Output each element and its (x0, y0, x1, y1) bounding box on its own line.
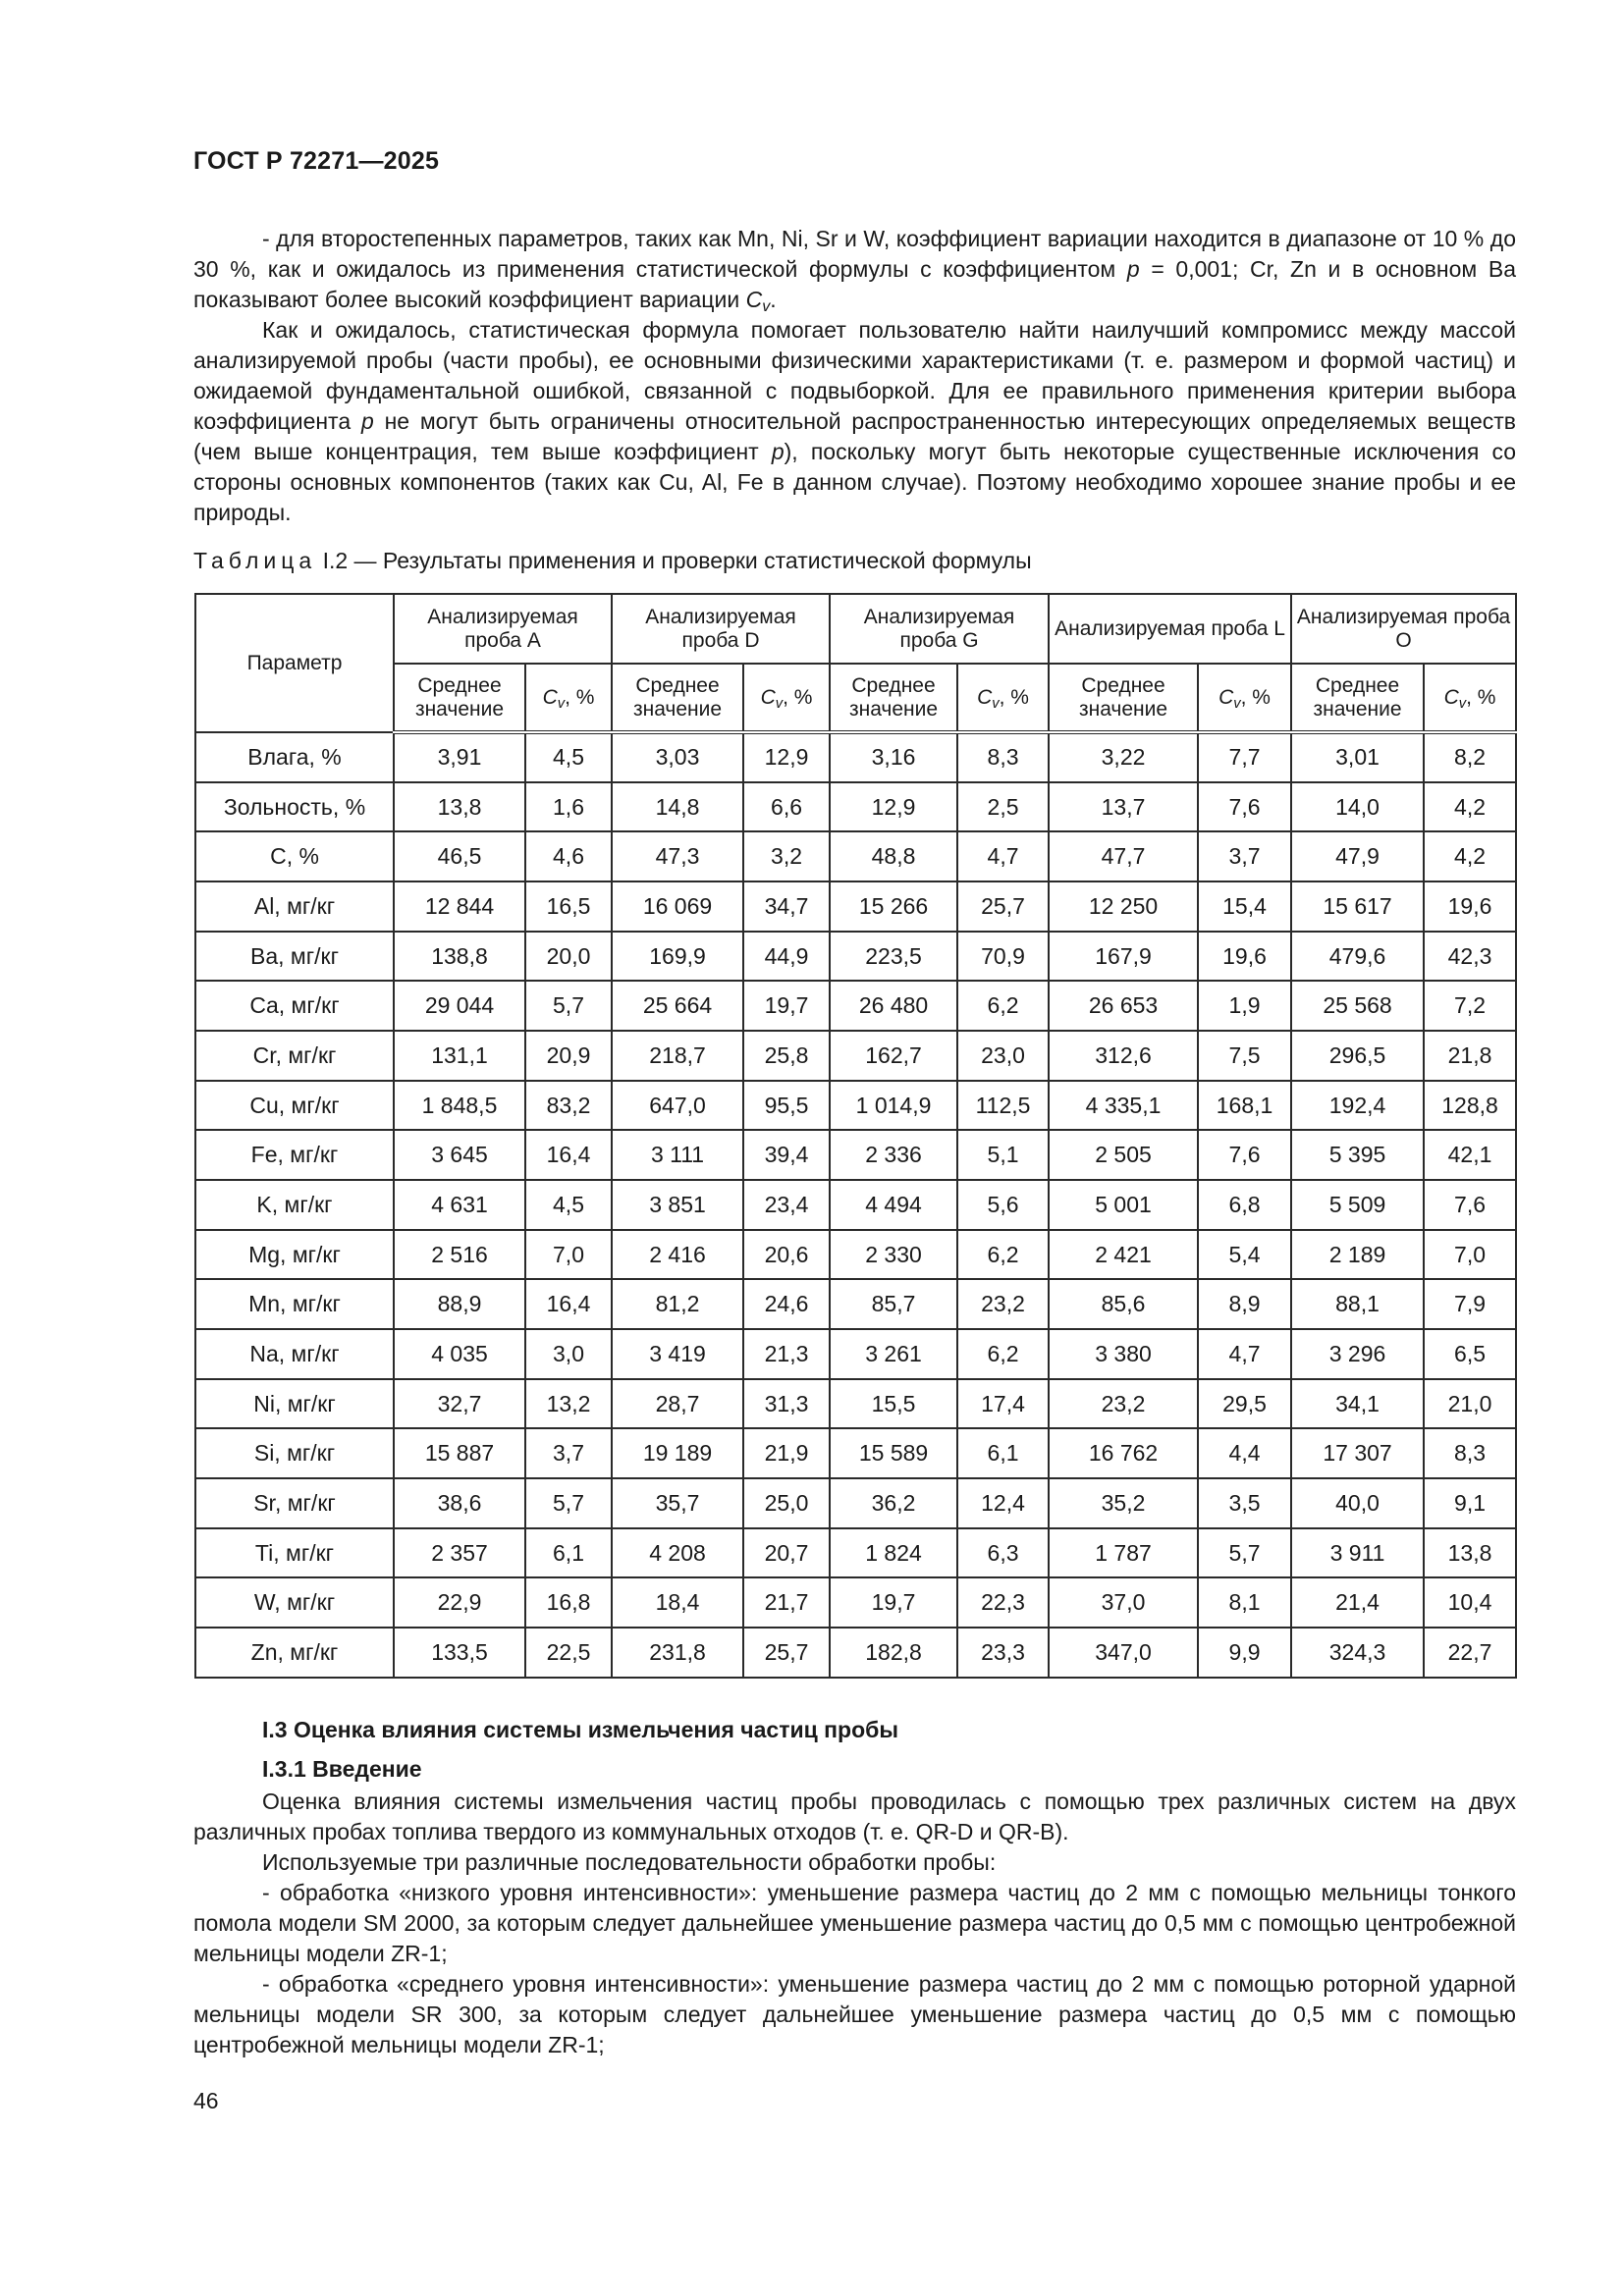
section-paragraph: - обработка «низкого уровня интенсивности»: уменьшение размера частиц до 2 мм с помощью мельницы тонкого помола модели SM 2000, за которым следует дальнейшее уменьшение размера частиц до 0,5 мм с помощью центробежной мельницы модели ZR-1; (193, 1880, 1516, 1966)
table-row (195, 981, 1516, 1031)
mean-header: Среднее значение (830, 664, 957, 732)
mean-cell: 35,2 (1049, 1478, 1198, 1528)
table-row (195, 831, 1516, 881)
mean-cell: 47,3 (612, 831, 743, 881)
mean-cell: 2 330 (830, 1230, 957, 1280)
cv-cell: 12,4 (957, 1478, 1049, 1528)
cv-cell: 6,5 (1424, 1329, 1516, 1379)
cv-cell: 21,7 (743, 1577, 830, 1628)
cv-cell: 6,1 (957, 1428, 1049, 1478)
cv-cell: 168,1 (1198, 1081, 1291, 1131)
cv-cell: 25,7 (743, 1628, 830, 1678)
mean-cell: 1 014,9 (830, 1081, 957, 1131)
cv-cell: 1,9 (1198, 981, 1291, 1031)
mean-cell: 12,9 (830, 782, 957, 832)
cv-cell: 9,9 (1198, 1628, 1291, 1678)
mean-cell: 4 335,1 (1049, 1081, 1198, 1131)
header-row (195, 594, 1516, 664)
cv-cell: 112,5 (957, 1081, 1049, 1131)
table-row (195, 932, 1516, 982)
mean-cell: 223,5 (830, 932, 957, 982)
section-paragraph: Используемые три различные последовательности обработки пробы: (262, 1849, 997, 1875)
sample-header: Анализируемая проба L (1049, 594, 1291, 664)
mean-cell: 3 645 (394, 1130, 525, 1180)
mean-cell: 18,4 (612, 1577, 743, 1628)
table-row (195, 1279, 1516, 1329)
mean-cell: 81,2 (612, 1279, 743, 1329)
table-row (195, 1577, 1516, 1628)
cv-cell: 20,9 (525, 1031, 612, 1081)
mean-header: Среднее значение (394, 664, 525, 732)
param-cell: Cu, мг/кг (195, 1081, 394, 1131)
mean-cell: 5 001 (1049, 1180, 1198, 1230)
cv-cell: 25,7 (957, 881, 1049, 932)
cv-cell: 34,7 (743, 881, 830, 932)
cv-header: $C_v$, % (743, 664, 830, 732)
cv-cell: 6,2 (957, 1230, 1049, 1280)
cv-cell: 4,4 (1198, 1428, 1291, 1478)
mean-cell: 12 844 (394, 881, 525, 932)
mean-cell: 13,8 (394, 782, 525, 832)
table-row (195, 1081, 1516, 1131)
intro-text (193, 224, 1516, 528)
mean-cell: 36,2 (830, 1478, 957, 1528)
cv-cell: 16,4 (525, 1279, 612, 1329)
subheader-row (195, 664, 1516, 732)
mean-header: Среднее значение (1049, 664, 1198, 732)
mean-cell: 26 480 (830, 981, 957, 1031)
mean-cell: 2 516 (394, 1230, 525, 1280)
mean-cell: 2 336 (830, 1130, 957, 1180)
mean-cell: 2 189 (1291, 1230, 1424, 1280)
cv-cell: 7,5 (1198, 1031, 1291, 1081)
table-row (195, 782, 1516, 832)
mean-cell: 15 887 (394, 1428, 525, 1478)
document-code: ГОСТ Р 72271—2025 (193, 147, 440, 175)
cv-cell: 6,8 (1198, 1180, 1291, 1230)
table-row (195, 1528, 1516, 1578)
param-cell: Ni, мг/кг (195, 1379, 394, 1429)
param-cell: W, мг/кг (195, 1577, 394, 1628)
cv-cell: 21,9 (743, 1428, 830, 1478)
cv-cell: 22,3 (957, 1577, 1049, 1628)
cv-cell: 16,8 (525, 1577, 612, 1628)
mean-cell: 16 762 (1049, 1428, 1198, 1478)
mean-cell: 647,0 (612, 1081, 743, 1131)
mean-cell: 133,5 (394, 1628, 525, 1678)
sample-header: Анализируемая проба G (830, 594, 1049, 664)
mean-cell: 26 653 (1049, 981, 1198, 1031)
cv-cell: 16,5 (525, 881, 612, 932)
cv-cell: 24,6 (743, 1279, 830, 1329)
cv-cell: 44,9 (743, 932, 830, 982)
mean-cell: 3,22 (1049, 732, 1198, 782)
cv-cell: 12,9 (743, 732, 830, 782)
param-cell: K, мг/кг (195, 1180, 394, 1230)
table-caption: Таблица I.2 — Результаты применения и проверки статистической формулы (193, 548, 1032, 573)
cv-cell: 5,7 (1198, 1528, 1291, 1578)
cv-cell: 5,1 (957, 1130, 1049, 1180)
cv-cell: 10,4 (1424, 1577, 1516, 1628)
cv-cell: 21,3 (743, 1329, 830, 1379)
mean-cell: 16 069 (612, 881, 743, 932)
mean-cell: 19 189 (612, 1428, 743, 1478)
mean-cell: 3 261 (830, 1329, 957, 1379)
mean-cell: 17 307 (1291, 1428, 1424, 1478)
cv-header: $C_v$, % (957, 664, 1049, 732)
param-cell: Cr, мг/кг (195, 1031, 394, 1081)
mean-cell: 28,7 (612, 1379, 743, 1429)
mean-cell: 3 911 (1291, 1528, 1424, 1578)
mean-cell: 15 589 (830, 1428, 957, 1478)
mean-cell: 23,2 (1049, 1379, 1198, 1429)
table-header (195, 594, 1516, 732)
cv-header: $C_v$, % (1198, 664, 1291, 732)
mean-cell: 3 851 (612, 1180, 743, 1230)
mean-cell: 48,8 (830, 831, 957, 881)
mean-cell: 12 250 (1049, 881, 1198, 932)
cv-cell: 15,4 (1198, 881, 1291, 932)
cv-cell: 21,8 (1424, 1031, 1516, 1081)
table-row (195, 1478, 1516, 1528)
cv-cell: 23,4 (743, 1180, 830, 1230)
table-body (195, 732, 1516, 1678)
cv-cell: 23,2 (957, 1279, 1049, 1329)
section-paragraph: - обработка «среднего уровня интенсивности»: уменьшение размера частиц до 2 мм с помощью роторной ударной мельницы модели SR 300, за которым следует дальнейшее уменьшение размера частиц до 0,5 мм с помощью центробежной мельницы модели ZR-1; (193, 1971, 1516, 2057)
cv-cell: 16,4 (525, 1130, 612, 1180)
param-cell: Mg, мг/кг (195, 1230, 394, 1280)
cv-cell: 4,5 (525, 732, 612, 782)
mean-cell: 4 208 (612, 1528, 743, 1578)
mean-cell: 3,03 (612, 732, 743, 782)
cv-cell: 4,7 (1198, 1329, 1291, 1379)
mean-cell: 14,0 (1291, 782, 1424, 832)
mean-cell: 40,0 (1291, 1478, 1424, 1528)
sample-header: Анализируемая проба А (394, 594, 612, 664)
cv-cell: 19,6 (1424, 881, 1516, 932)
mean-cell: 2 421 (1049, 1230, 1198, 1280)
table-row (195, 1428, 1516, 1478)
cv-cell: 5,6 (957, 1180, 1049, 1230)
summary-paragraph: Как и ожидалось, статистическая формула помогает пользователю найти наилучший компромисс между массой анализируемой пробы (части пробы), ее основными физическими характеристиками (т. е. размером и формой частиц) и ожидаемой фундаментальной ошибкой, связанной с подвыборкой. Для ее правильного применения критерии выбора коэффициента p не могут быть ограничены относительной распространенностью интересующих определяемых веществ (чем выше концентрация, тем выше коэффициент p), поскольку могут быть некоторые существенные исключения со стороны основных компонентов (таких как Cu, Al, Fe в данном случае). Поэтому необходимо хорошее знание пробы и ее природы. (193, 317, 1517, 525)
cv-cell: 7,6 (1198, 1130, 1291, 1180)
cv-cell: 6,2 (957, 981, 1049, 1031)
cv-cell: 2,5 (957, 782, 1049, 832)
table-row (195, 1130, 1516, 1180)
cv-cell: 3,7 (1198, 831, 1291, 881)
mean-cell: 182,8 (830, 1628, 957, 1678)
mean-cell: 2 505 (1049, 1130, 1198, 1180)
cv-cell: 4,6 (525, 831, 612, 881)
cv-cell: 31,3 (743, 1379, 830, 1429)
cv-cell: 13,8 (1424, 1528, 1516, 1578)
mean-cell: 14,8 (612, 782, 743, 832)
cv-cell: 7,9 (1424, 1279, 1516, 1329)
cv-cell: 95,5 (743, 1081, 830, 1131)
section-paragraph: Оценка влияния системы измельчения частиц пробы проводилась с помощью трех различных систем на двух различных пробах топлива твердого из коммунальных отходов (т. е. QR-D и QR-B). (193, 1789, 1516, 1844)
mean-cell: 5 509 (1291, 1180, 1424, 1230)
mean-cell: 231,8 (612, 1628, 743, 1678)
mean-cell: 15 266 (830, 881, 957, 932)
cv-cell: 4,2 (1424, 831, 1516, 881)
mean-cell: 25 568 (1291, 981, 1424, 1031)
mean-cell: 15,5 (830, 1379, 957, 1429)
cv-cell: 4,2 (1424, 782, 1516, 832)
cv-cell: 6,6 (743, 782, 830, 832)
mean-cell: 46,5 (394, 831, 525, 881)
mean-header: Среднее значение (1291, 664, 1424, 732)
mean-cell: 21,4 (1291, 1577, 1424, 1628)
param-cell: Si, мг/кг (195, 1428, 394, 1478)
cv-cell: 7,6 (1424, 1180, 1516, 1230)
cv-cell: 8,2 (1424, 732, 1516, 782)
cv-cell: 5,7 (525, 1478, 612, 1528)
mean-header: Среднее значение (612, 664, 743, 732)
mean-cell: 3,91 (394, 732, 525, 782)
cv-cell: 9,1 (1424, 1478, 1516, 1528)
param-cell: Zn, мг/кг (195, 1628, 394, 1678)
mean-cell: 3 380 (1049, 1329, 1198, 1379)
mean-cell: 3 296 (1291, 1329, 1424, 1379)
cv-cell: 42,1 (1424, 1130, 1516, 1180)
table-row (195, 1329, 1516, 1379)
cv-cell: 8,3 (1424, 1428, 1516, 1478)
mean-cell: 85,6 (1049, 1279, 1198, 1329)
table-row (195, 881, 1516, 932)
mean-cell: 218,7 (612, 1031, 743, 1081)
cv-cell: 6,3 (957, 1528, 1049, 1578)
param-cell: Зольность, % (195, 782, 394, 832)
cv-cell: 7,0 (1424, 1230, 1516, 1280)
page-number: 46 (193, 2088, 219, 2113)
mean-cell: 13,7 (1049, 782, 1198, 832)
mean-cell: 3 111 (612, 1130, 743, 1180)
cv-cell: 19,6 (1198, 932, 1291, 982)
mean-cell: 22,9 (394, 1577, 525, 1628)
mean-cell: 3,16 (830, 732, 957, 782)
mean-cell: 479,6 (1291, 932, 1424, 982)
mean-cell: 85,7 (830, 1279, 957, 1329)
param-cell: Sr, мг/кг (195, 1478, 394, 1528)
cv-cell: 3,5 (1198, 1478, 1291, 1528)
cv-cell: 20,0 (525, 932, 612, 982)
cv-cell: 23,0 (957, 1031, 1049, 1081)
mean-cell: 2 357 (394, 1528, 525, 1578)
mean-cell: 167,9 (1049, 932, 1198, 982)
sample-header: Анализируемая проба D (612, 594, 830, 664)
cv-cell: 23,3 (957, 1628, 1049, 1678)
cv-cell: 5,4 (1198, 1230, 1291, 1280)
param-cell: Al, мг/кг (195, 881, 394, 932)
cv-cell: 25,0 (743, 1478, 830, 1528)
mean-cell: 4 035 (394, 1329, 525, 1379)
mean-cell: 1 848,5 (394, 1081, 525, 1131)
cv-cell: 17,4 (957, 1379, 1049, 1429)
table-row (195, 1628, 1516, 1678)
cv-cell: 20,6 (743, 1230, 830, 1280)
mean-cell: 4 631 (394, 1180, 525, 1230)
cv-cell: 8,1 (1198, 1577, 1291, 1628)
cv-cell: 29,5 (1198, 1379, 1291, 1429)
cv-cell: 7,0 (525, 1230, 612, 1280)
mean-cell: 131,1 (394, 1031, 525, 1081)
section-heading: I.3 Оценка влияния системы измельчения частиц пробы (262, 1717, 898, 1742)
param-cell: Na, мг/кг (195, 1329, 394, 1379)
mean-cell: 15 617 (1291, 881, 1424, 932)
cv-cell: 13,2 (525, 1379, 612, 1429)
cv-cell: 4,5 (525, 1180, 612, 1230)
cv-cell: 7,2 (1424, 981, 1516, 1031)
cv-header: $C_v$, % (1424, 664, 1516, 732)
cv-cell: 7,6 (1198, 782, 1291, 832)
cv-cell: 128,8 (1424, 1081, 1516, 1131)
cv-cell: 22,5 (525, 1628, 612, 1678)
mean-cell: 34,1 (1291, 1379, 1424, 1429)
param-header: Параметр (195, 594, 394, 732)
sample-header: Анализируемая проба O (1291, 594, 1516, 664)
cv-cell: 5,7 (525, 981, 612, 1031)
cv-cell: 3,7 (525, 1428, 612, 1478)
param-cell: Mn, мг/кг (195, 1279, 394, 1329)
mean-cell: 192,4 (1291, 1081, 1424, 1131)
cv-cell: 8,3 (957, 732, 1049, 782)
mean-cell: 47,7 (1049, 831, 1198, 881)
cv-cell: 39,4 (743, 1130, 830, 1180)
param-cell: Ba, мг/кг (195, 932, 394, 982)
table-row (195, 1230, 1516, 1280)
cv-cell: 70,9 (957, 932, 1049, 982)
mean-cell: 29 044 (394, 981, 525, 1031)
mean-cell: 25 664 (612, 981, 743, 1031)
cv-cell: 19,7 (743, 981, 830, 1031)
mean-cell: 162,7 (830, 1031, 957, 1081)
mean-cell: 32,7 (394, 1379, 525, 1429)
param-cell: Ti, мг/кг (195, 1528, 394, 1578)
cv-cell: 6,2 (957, 1329, 1049, 1379)
mean-cell: 38,6 (394, 1478, 525, 1528)
mean-cell: 324,3 (1291, 1628, 1424, 1678)
mean-cell: 47,9 (1291, 831, 1424, 881)
cv-cell: 42,3 (1424, 932, 1516, 982)
table-row (195, 1180, 1516, 1230)
table-row (195, 732, 1516, 782)
mean-cell: 3,01 (1291, 732, 1424, 782)
mean-cell: 3 419 (612, 1329, 743, 1379)
cv-cell: 20,7 (743, 1528, 830, 1578)
mean-cell: 2 416 (612, 1230, 743, 1280)
cv-cell: 22,7 (1424, 1628, 1516, 1678)
mean-cell: 19,7 (830, 1577, 957, 1628)
param-cell: Ca, мг/кг (195, 981, 394, 1031)
cv-header: $C_v$, % (525, 664, 612, 732)
mean-cell: 88,1 (1291, 1279, 1424, 1329)
bullet-paragraph: - для второстепенных параметров, таких как Mn, Ni, Sr и W, коэффициент вариации находится в диапазоне от 10 % до 30 %, как и ожидалось из применения статистической формулы с коэффициентом p = 0,001; Cr, Zn и в основном Ba показывают более высокий коэффициент вариации $C_v$. (193, 226, 1516, 315)
mean-cell: 35,7 (612, 1478, 743, 1528)
cv-cell: 1,6 (525, 782, 612, 832)
cv-cell: 3,0 (525, 1329, 612, 1379)
param-cell: С, % (195, 831, 394, 881)
cv-cell: 8,9 (1198, 1279, 1291, 1329)
cv-cell: 3,2 (743, 831, 830, 881)
mean-cell: 312,6 (1049, 1031, 1198, 1081)
mean-cell: 347,0 (1049, 1628, 1198, 1678)
results-table (194, 593, 1517, 1679)
cv-cell: 7,7 (1198, 732, 1291, 782)
subsection-heading: I.3.1 Введение (262, 1756, 422, 1782)
mean-cell: 4 494 (830, 1180, 957, 1230)
cv-cell: 25,8 (743, 1031, 830, 1081)
section-text (193, 1787, 1516, 2060)
mean-cell: 1 824 (830, 1528, 957, 1578)
mean-cell: 296,5 (1291, 1031, 1424, 1081)
mean-cell: 138,8 (394, 932, 525, 982)
param-cell: Fe, мг/кг (195, 1130, 394, 1180)
table-row (195, 1379, 1516, 1429)
table-row (195, 1031, 1516, 1081)
mean-cell: 5 395 (1291, 1130, 1424, 1180)
cv-cell: 21,0 (1424, 1379, 1516, 1429)
cv-cell: 4,7 (957, 831, 1049, 881)
mean-cell: 1 787 (1049, 1528, 1198, 1578)
mean-cell: 88,9 (394, 1279, 525, 1329)
cv-cell: 6,1 (525, 1528, 612, 1578)
param-cell: Влага, % (195, 732, 394, 782)
mean-cell: 37,0 (1049, 1577, 1198, 1628)
mean-cell: 169,9 (612, 932, 743, 982)
cv-cell: 83,2 (525, 1081, 612, 1131)
